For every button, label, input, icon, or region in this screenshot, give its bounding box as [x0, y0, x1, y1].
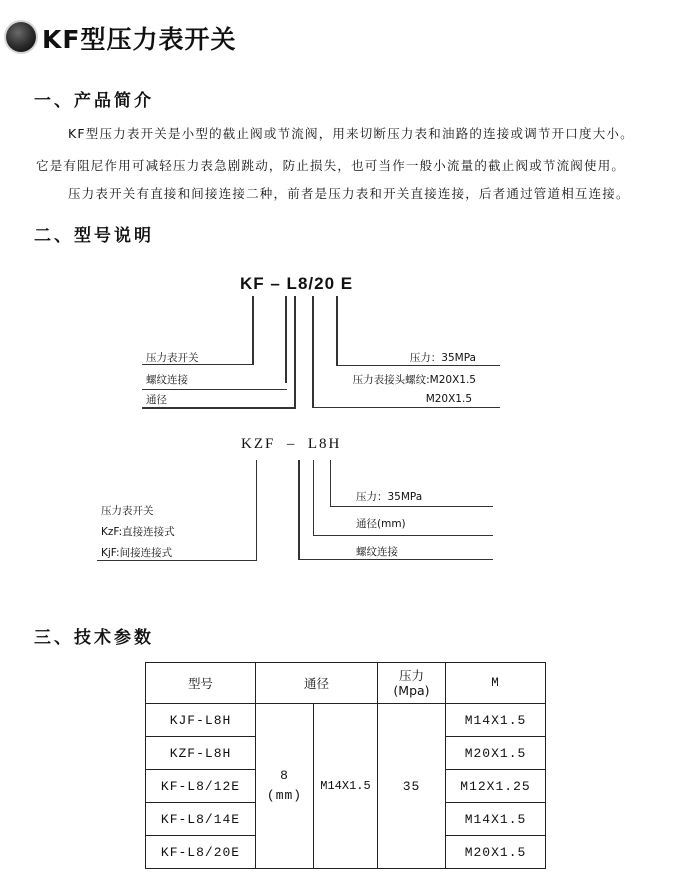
leader-line [330, 460, 331, 507]
cell-pressure: 35 [378, 704, 446, 869]
header-pressure-label: 压力 [398, 668, 424, 683]
diagram-label: M20X1.5 [425, 393, 472, 405]
leader-line [252, 296, 254, 365]
intro-paragraph: KF型压力表开关是小型的截止阀或节流阀，用来切断压力表和油路的连接或调节开口度大小。 [68, 126, 634, 141]
cell-model: KF-L8/14E [146, 803, 256, 836]
model-code: KZF – L8H [241, 436, 342, 452]
intro-paragraph: 压力表开关有直接和间接连接二种，前者是压力表和开关直接连接，后者通过管道相互连接。 [68, 186, 630, 201]
model-code: KF – L8/20 E [240, 274, 354, 293]
diagram-label: 通径 [146, 394, 167, 406]
leader-line [313, 460, 314, 536]
cell-model: KJF-L8H [146, 704, 256, 737]
cell-model: KF-L8/12E [146, 770, 256, 803]
cell-thread: M12X1.25 [446, 770, 546, 803]
diagram-label: KjF:间接连接式 [101, 547, 173, 559]
leader-line [298, 559, 493, 560]
leader-line [336, 296, 338, 366]
diagram-label: 螺纹连接 [356, 546, 398, 558]
intro-paragraph: 它是有阻尼作用可减轻压力表急剧跳动，防止损失，也可当作一般小流量的截止阀或节流阀使用。 [36, 158, 626, 173]
section-heading-model: 二、型号说明 [34, 226, 154, 246]
leader-line [285, 296, 287, 383]
cell-thread: M14X1.5 [446, 803, 546, 836]
leader-line [312, 296, 314, 407]
header-pressure-unit: (Mpa) [393, 683, 430, 698]
title-bullet-icon [6, 22, 36, 52]
table-row [146, 704, 546, 737]
header-thread: M [446, 663, 546, 704]
diagram-label: 压力表接头螺纹:M20X1.5 [352, 374, 476, 386]
leader-line [142, 389, 287, 390]
cell-model: KZF-L8H [146, 737, 256, 770]
cell-thread: M20X1.5 [446, 737, 546, 770]
diagram-label: 压力：35MPa [356, 491, 423, 503]
leader-line [256, 460, 257, 560]
leader-line [313, 535, 493, 536]
spec-table [145, 662, 546, 869]
cell-thread: M20X1.5 [446, 836, 546, 869]
cell-bore [256, 704, 314, 869]
leader-line [142, 407, 296, 409]
header-bore: 通径 [256, 663, 378, 704]
leader-line [298, 460, 300, 560]
header-model: 型号 [146, 663, 256, 704]
leader-line [336, 365, 500, 366]
diagram-label: 压力表开关 [146, 352, 199, 364]
bore-value: 8 [280, 768, 289, 783]
diagram-label: 螺纹连接 [146, 374, 188, 386]
cell-thread: M14X1.5 [446, 704, 546, 737]
diagram-label: 压力：35MPa [409, 352, 476, 364]
cell-model: KF-L8/20E [146, 836, 256, 869]
diagram-label: 压力表开关 [101, 505, 154, 517]
page-title: KF型压力表开关 [42, 25, 237, 54]
leader-line [330, 506, 493, 507]
diagram-label: 通径(mm) [356, 518, 406, 530]
leader-line [312, 407, 500, 408]
header-pressure [378, 663, 446, 704]
bore-unit: (mm) [266, 788, 303, 803]
table-header-row [146, 663, 546, 704]
leader-line [294, 296, 296, 407]
section-heading-intro: 一、产品简介 [34, 91, 154, 111]
leader-line [97, 560, 257, 561]
section-heading-specs: 三、技术参数 [34, 628, 154, 648]
diagram-label: KzF:直接连接式 [101, 526, 175, 538]
cell-bore-thread: M14X1.5 [314, 704, 378, 869]
